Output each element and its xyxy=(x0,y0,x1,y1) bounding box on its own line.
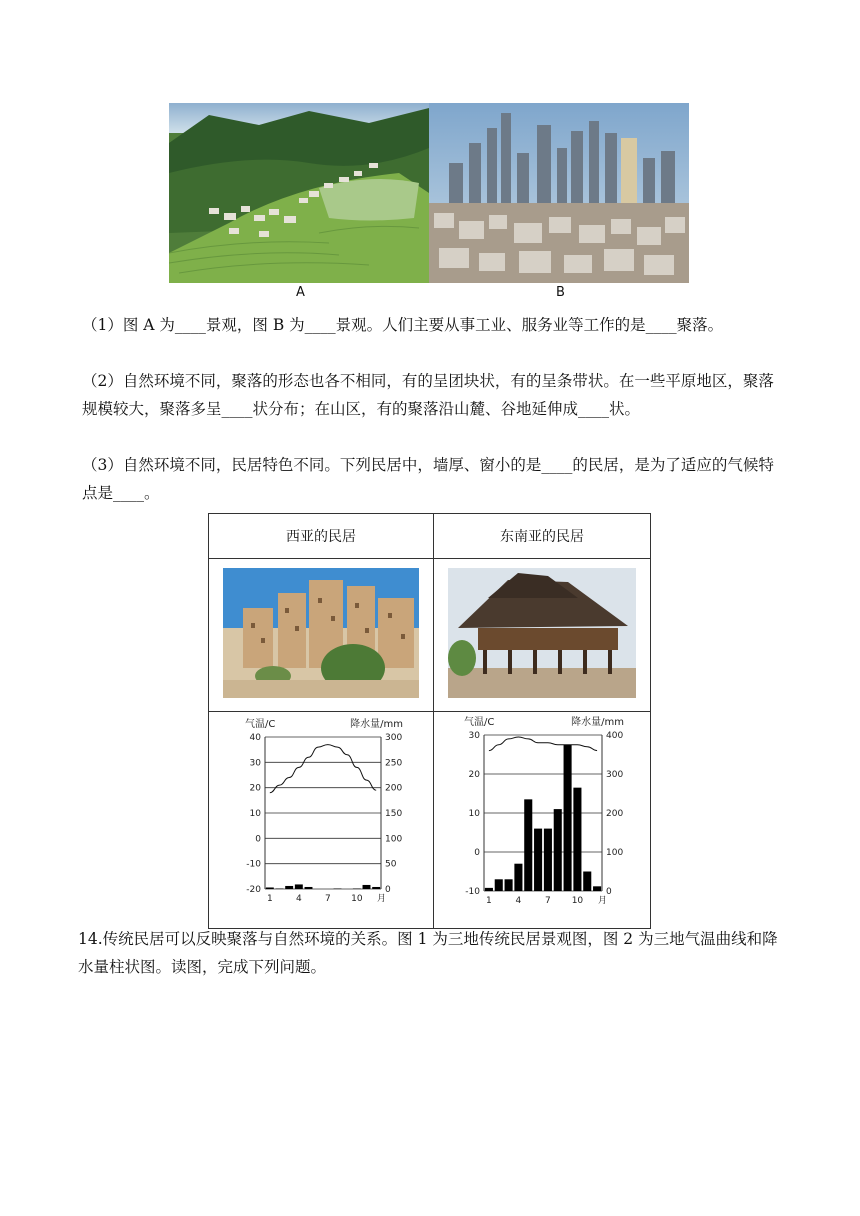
city-skyline-illustration xyxy=(429,103,689,283)
precip-bar xyxy=(544,829,552,891)
precip-tick-label: 300 xyxy=(385,733,403,743)
question-3: （3）自然环境不同，民居特色不同。下列民居中，墙厚、窗小的是____的民居，是为了适应的气候特点是____。 xyxy=(82,456,774,502)
precip-bar xyxy=(353,888,361,889)
temp-tick-label: -10 xyxy=(465,887,480,897)
precip-tick-label: 400 xyxy=(606,731,624,741)
caption-b: B xyxy=(556,285,565,300)
precip-tick-label: 300 xyxy=(606,770,624,780)
west-asia-climate-chart xyxy=(209,712,433,924)
month-tick-label: 1 xyxy=(486,896,492,906)
temperature-curve xyxy=(270,745,376,793)
precip-bar xyxy=(285,886,293,889)
cell-southeast-asia-chart xyxy=(434,712,651,929)
month-tick-label: 10 xyxy=(571,896,584,906)
temp-tick-label: 0 xyxy=(255,834,261,845)
x-unit-label: 月 xyxy=(598,896,608,906)
precip-bar xyxy=(554,809,562,891)
header-southeast-asia: 东南亚的民居 xyxy=(434,514,651,559)
precip-tick-label: 100 xyxy=(606,848,624,858)
precip-bar xyxy=(276,888,284,889)
right-axis-label: 降水量/mm xyxy=(571,717,624,728)
question-1: （1）图 A 为____景观，图 B 为____景观。人们主要从事工业、服务业等工作的是____聚落。 xyxy=(82,316,724,334)
cell-west-asia-photo xyxy=(209,559,434,712)
precip-bar xyxy=(295,884,303,889)
precip-tick-label: 200 xyxy=(606,809,624,819)
month-tick-label: 1 xyxy=(266,894,273,904)
caption-a: A xyxy=(296,285,305,300)
x-unit-label: 月 xyxy=(377,894,387,904)
temp-tick-label: 10 xyxy=(468,809,480,819)
question-2: （2）自然环境不同，聚落的形态也各不相同，有的呈团块状，有的呈条带状。在一些平原地区，聚落规模较大，聚落多呈____状分布；在山区，有的聚落沿山麓、谷地延伸成____状。 xyxy=(82,372,774,418)
precip-tick-label: 0 xyxy=(385,885,391,895)
temp-tick-label: 20 xyxy=(249,783,261,794)
temp-tick-label: -10 xyxy=(246,859,261,870)
left-axis-label: 气温/C xyxy=(464,717,495,728)
precip-bar xyxy=(485,888,493,891)
temp-tick-label: 30 xyxy=(468,731,480,741)
temp-tick-label: -20 xyxy=(246,885,261,895)
precip-bar xyxy=(363,885,371,889)
photo-rural-settlement xyxy=(169,103,429,283)
precip-bar xyxy=(573,788,581,891)
right-axis-label: 降水量/mm xyxy=(350,719,403,730)
month-tick-label: 10 xyxy=(351,894,363,904)
precip-tick-label: 100 xyxy=(385,834,403,845)
precip-tick-label: 200 xyxy=(385,783,403,794)
month-tick-label: 7 xyxy=(545,896,551,906)
temp-tick-label: 40 xyxy=(249,733,261,743)
photo-urban-settlement xyxy=(429,103,689,283)
cell-southeast-asia-photo xyxy=(434,559,651,712)
precip-bar xyxy=(593,886,601,891)
temperature-curve xyxy=(489,737,597,751)
temp-tick-label: 20 xyxy=(468,770,480,780)
precip-tick-label: 150 xyxy=(385,809,403,819)
month-tick-label: 4 xyxy=(295,894,302,904)
southeast-asia-climate-chart xyxy=(434,712,650,924)
month-tick-label: 7 xyxy=(324,894,331,904)
month-tick-label: 4 xyxy=(515,896,522,906)
precip-tick-label: 50 xyxy=(385,859,397,870)
temp-tick-label: 0 xyxy=(474,848,480,858)
dwelling-comparison-table xyxy=(208,513,651,929)
precip-bar xyxy=(266,887,274,889)
temp-tick-label: 10 xyxy=(249,809,261,819)
cell-west-asia-chart xyxy=(209,712,434,929)
question-14: 14.传统民居可以反映聚落与自然环境的关系。图 1 为三地传统民居景观图，图 2 为三地气温曲线和降水量柱状图。读图，完成下列问题。 xyxy=(78,930,778,976)
west-asia-dwelling-photo xyxy=(223,568,419,698)
precip-bar xyxy=(514,864,522,891)
precip-bar xyxy=(524,799,532,891)
precip-bar xyxy=(534,829,542,891)
precip-tick-label: 250 xyxy=(385,758,403,769)
temp-tick-label: 30 xyxy=(249,758,261,769)
rural-landscape-illustration xyxy=(169,103,429,283)
precip-bar xyxy=(564,745,572,891)
precip-bar xyxy=(305,887,313,889)
left-axis-label: 气温/C xyxy=(245,719,276,730)
precip-bar xyxy=(505,879,513,891)
precip-bar xyxy=(334,888,342,889)
southeast-asia-stilt-house-photo xyxy=(448,568,636,698)
precip-bar xyxy=(495,879,503,891)
precip-bar xyxy=(372,887,380,889)
header-west-asia: 西亚的民居 xyxy=(209,514,434,559)
precip-tick-label: 0 xyxy=(606,887,612,897)
precip-bar xyxy=(583,872,591,892)
